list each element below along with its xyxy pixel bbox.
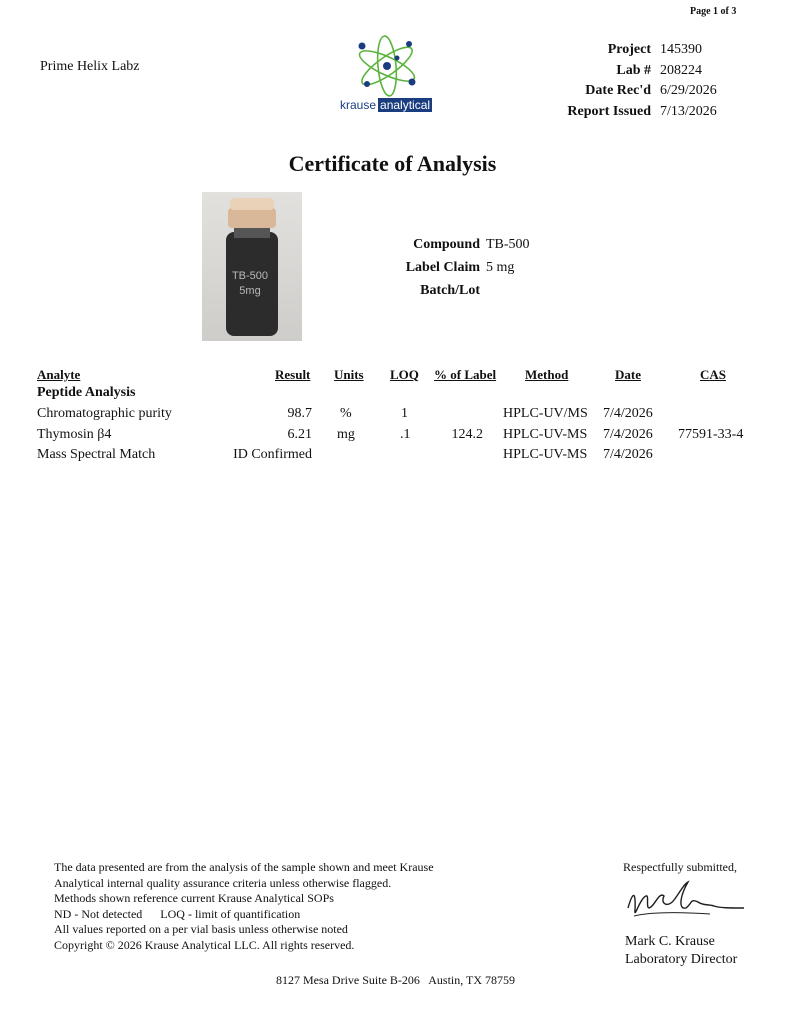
- document-title: Certificate of Analysis: [288, 151, 497, 176]
- client-name: Prime Helix Labz: [40, 59, 140, 74]
- section-label: Peptide Analysis: [37, 385, 136, 400]
- label-claim-row: Label Claim 5 mg: [405, 260, 515, 275]
- row-analyte: Chromatographic purity: [37, 406, 172, 421]
- signatory: [625, 933, 737, 969]
- row-loq: 1: [401, 406, 408, 421]
- logo-wordmark-highlight: analytical: [380, 98, 431, 112]
- logo-wordmark: krause: [340, 98, 377, 112]
- header-units: Units: [334, 367, 364, 382]
- signatory-title: Laboratory Director: [625, 952, 738, 967]
- row-method: HPLC-UV-MS: [503, 447, 588, 462]
- header-method: Method: [525, 367, 569, 382]
- krause-analytical-logo: [337, 32, 457, 122]
- header-loq: LOQ: [390, 367, 419, 382]
- row-units: mg: [337, 427, 355, 442]
- row-method: HPLC-UV-MS: [503, 427, 588, 442]
- footer-note: Analytical internal quality assurance criteria unless otherwise flagged.: [54, 875, 392, 890]
- header-cas: CAS: [700, 367, 727, 382]
- report-meta: [567, 40, 718, 122]
- lab-address: 8127 Mesa Drive Suite B-206 Austin, TX 78759: [275, 973, 516, 987]
- meta-report-issued: Report Issued 7/13/2026: [567, 103, 717, 119]
- svg-text:5mg: 5mg: [239, 285, 261, 297]
- footer-note: All values reported on a per vial basis unless otherwise noted: [54, 922, 348, 936]
- svg-text:TB-500: TB-500: [231, 270, 269, 282]
- row-result: 6.21: [287, 427, 312, 442]
- row-result: 98.7: [287, 406, 312, 421]
- batch-lot-row: Batch/Lot: [420, 283, 480, 298]
- row-cas: 77591-33-4: [678, 427, 744, 442]
- footer-note: Methods shown reference current Krause Analytical SOPs: [54, 891, 334, 905]
- row-method: HPLC-UV/MS: [503, 406, 588, 421]
- sample-info: [380, 233, 530, 302]
- header-pct-label: % of Label: [434, 367, 497, 382]
- signatory-name: Mark C. Krause: [625, 934, 715, 949]
- header-result: Result: [275, 367, 311, 382]
- row-result: ID Confirmed: [233, 447, 312, 462]
- compound-row: Compound TB-500: [413, 237, 530, 252]
- header-analyte: Analyte: [37, 367, 81, 382]
- sample-vial-photo: [202, 192, 302, 341]
- meta-lab-number: Lab # 208224: [616, 62, 702, 78]
- row-date: 7/4/2026: [603, 427, 653, 442]
- footer-note: The data presented are from the analysis of the sample shown and meet Krause: [54, 860, 434, 874]
- row-units: %: [340, 406, 352, 421]
- row-date: 7/4/2026: [603, 447, 653, 462]
- row-loq: .1: [400, 427, 411, 442]
- row-date: 7/4/2026: [603, 406, 653, 421]
- header-date: Date: [615, 367, 641, 382]
- page-number: Page 1 of 3: [690, 6, 737, 17]
- meta-project: Project 145390: [607, 42, 702, 57]
- footer-notes: [54, 860, 434, 953]
- row-pct-label: 124.2: [451, 427, 483, 442]
- signature-intro: Respectfully submitted,: [623, 860, 737, 874]
- row-analyte: Thymosin β4: [37, 427, 112, 442]
- footer-note: ND - Not detected LOQ - limit of quantification: [54, 906, 301, 921]
- signature-image: [620, 874, 750, 926]
- footer-note: Copyright © 2026 Krause Analytical LLC. All rights reserved.: [54, 937, 355, 952]
- row-analyte: Mass Spectral Match: [37, 447, 156, 462]
- meta-date-received: Date Rec'd 6/29/2026: [585, 83, 717, 98]
- atom-icon: [337, 32, 457, 98]
